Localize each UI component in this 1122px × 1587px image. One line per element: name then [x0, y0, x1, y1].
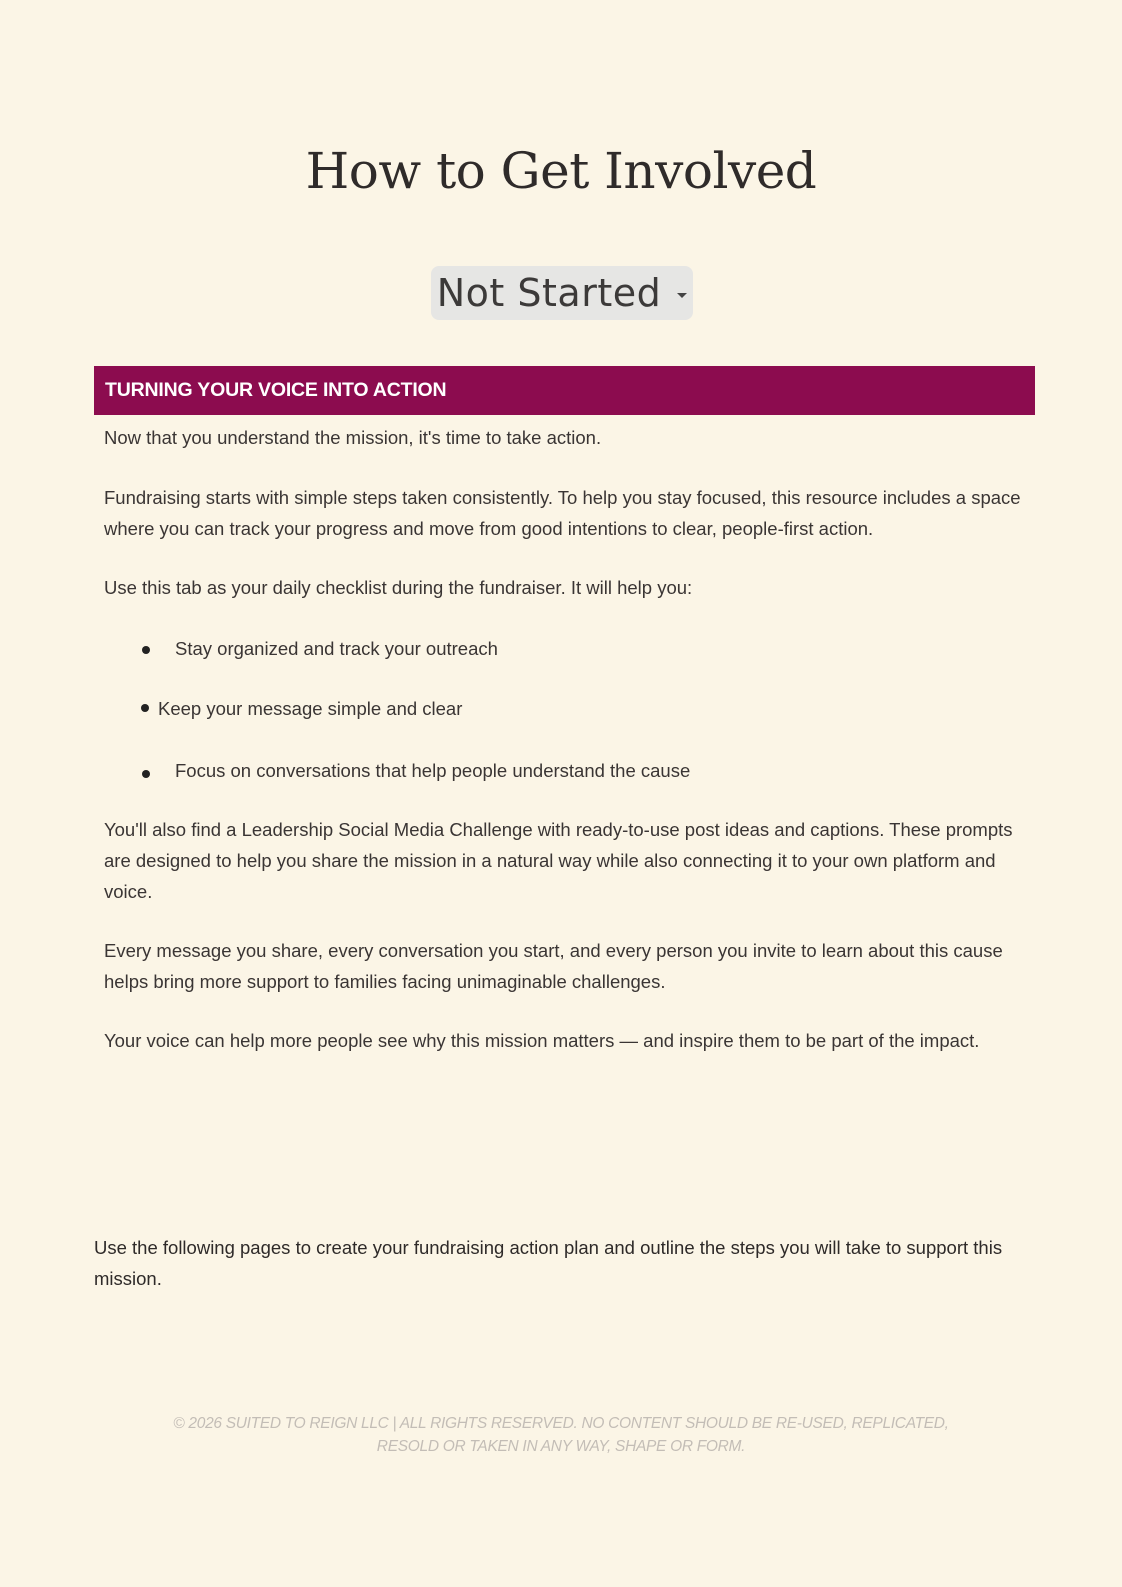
section-body — [104, 420, 1039, 1084]
copyright-footer — [0, 1412, 1122, 1458]
body-paragraph-1: Fundraising starts with simple steps taken consistently. To help you stay focused, this resource includes a space where you can track your progress and move from good intentions to clear, people-first action. — [104, 487, 1021, 539]
bullet-text: Focus on conversations that help people understand the cause — [175, 760, 691, 781]
body-paragraph-5: Your voice can help more people see why this mission matters — and inspire them to be part of the impact. — [104, 1030, 980, 1051]
section-header — [94, 366, 1035, 415]
bullet-icon — [142, 646, 150, 654]
list-item — [104, 693, 1039, 724]
bullet-icon — [141, 704, 149, 712]
status-dropdown[interactable] — [431, 266, 693, 320]
footer-line-2: RESOLD OR TAKEN IN ANY WAY, SHAPE OR FORM. — [376, 1438, 746, 1455]
body-paragraph-2: Use this tab as your daily checklist during the fundraiser. It will help you: — [104, 577, 693, 598]
page-title: How to Get Involved — [305, 142, 817, 200]
list-item — [104, 755, 1039, 786]
bullet-icon — [142, 770, 150, 778]
bullet-text: Stay organized and track your outreach — [175, 638, 498, 659]
footer-line-1: © 2026 SUITED TO REIGN LLC | ALL RIGHTS RESERVED. NO CONTENT SHOULD BE RE-USED, REPLICATED, — [173, 1415, 949, 1432]
caret-down-icon — [677, 293, 687, 298]
section-header-text: TURNING YOUR VOICE INTO ACTION — [105, 379, 447, 401]
intro-paragraph: Now that you understand the mission, it's time to take action. — [104, 427, 602, 448]
bullet-text: Keep your message simple and clear — [158, 698, 463, 719]
body-paragraph-4: Every message you share, every conversation you start, and every person you invite to learn about this cause helps bring more support to families facing unimaginable challenges. — [104, 940, 1003, 992]
status-dropdown-label: Not Started — [436, 271, 662, 315]
list-item — [104, 633, 1039, 664]
body-paragraph-3: You'll also find a Leadership Social Media Challenge with ready-to-use post ideas and captions. These prompts are designed to help you share the mission in a natural way while also connecting it to your own platform and voice. — [104, 819, 1013, 902]
bullet-list — [104, 633, 1039, 786]
closing-paragraph: Use the following pages to create your fundraising action plan and outline the steps you will take to support this mission. — [94, 1237, 1003, 1289]
